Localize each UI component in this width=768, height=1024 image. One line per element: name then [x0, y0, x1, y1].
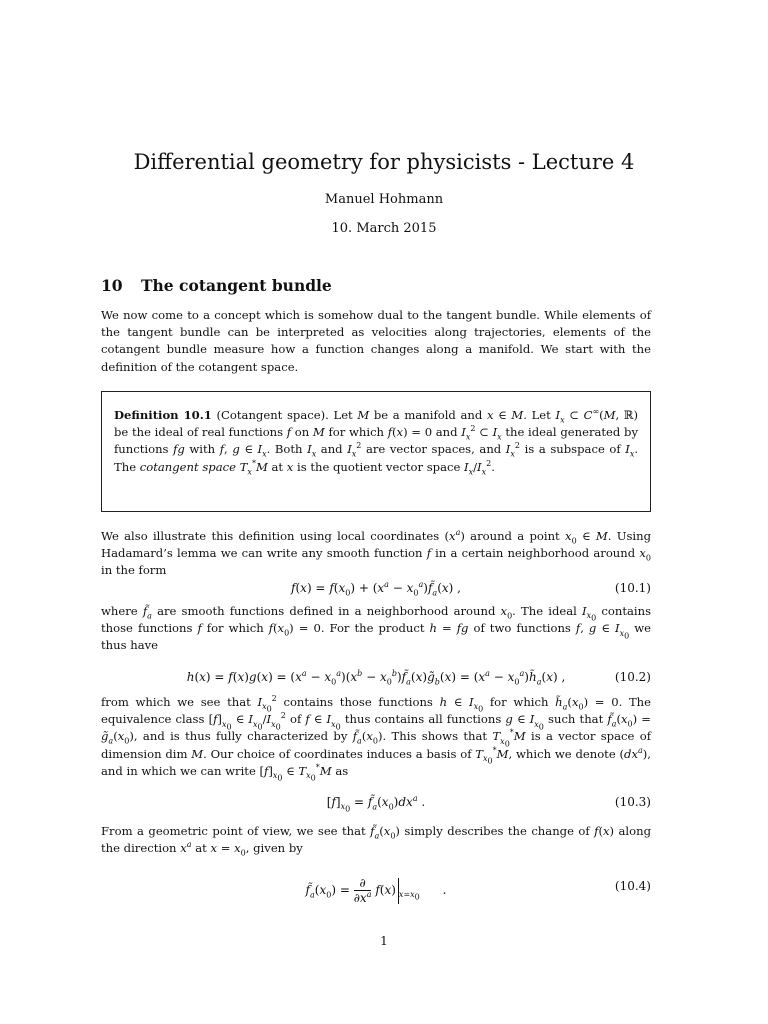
intro-paragraph: We now come to a concept which is somehow dual to the tangent bundle. While elements of the tangent bundle can be interpreted as velocities along trajectories, elements of the cotangent bundle measure how a function changes along a manifold. We start with the definition of the cotangent space. — [101, 308, 651, 374]
geometric-paragraph: From a geometric point of view, we see that $f̃_a(x_0)$ simply describes the change of f(x) along the direction $x^a$ at $x = x_0$, given by — [101, 824, 651, 858]
equation-10-1: $f(x) = f(x_0) + (x^a$ − $x_0^a)f̃_a(x)$ , (10.1) — [291, 580, 651, 598]
definition-name: (Cotangent space). — [216, 408, 329, 422]
section-heading — [101, 276, 332, 295]
coordinates-paragraph: We also illustrate this definition using local coordinates $(x^a)$ around a point $x_0$ ∈ M. Using Hadamard’s lemma we can write any smooth function f in a certain neighborhood around $x_0$ in the form — [101, 528, 652, 578]
author-name: Manuel Hohmann — [324, 192, 444, 207]
equivalence-paragraph: from which we see that $I_{x_0}^2$ contains those functions h ∈ $I_{x_0}$ for which $h̃_a(x_0) = 0$. The equivalence class $[f]_{x_0}$ ∈ $I_{x_0}/I_{x_0}^2$ of f ∈ $I_{x_0}$ thus contains all functions g ∈ $I_{x_0}$ such that $f̃_a(x_0)$ = $g̃_a(x_0)$, and is thus fully characterized by $f̃_a(x_0)$. This shows that $T_{x_0}^*M$ is a vector space of dimension dim M. Our choice of coordinates induces a basis of $T_{x_0}^*M$, which we denote $(dx^a)$, and in which we can write $[f]_{x_0}$ ∈ $T_{x_0}^*M$ as — [101, 694, 652, 783]
equation-10-3: $[f]_{x_0}$ = $f̃_a(x_0)dx^a$ . (10.3) — [326, 794, 651, 814]
definition-term: cotangent space — [139, 459, 236, 474]
equation-number: (10.2) — [614, 670, 651, 684]
equation-number: (10.1) — [614, 581, 651, 595]
equation-number: (10.4) — [614, 879, 651, 893]
equation-10-4: $f̃_a(x_0)$ = ∂ $\partial x^a$ f(x) $_{x=x_0}$ . (10.4) — [305, 876, 651, 905]
section-number: 10 — [101, 276, 123, 295]
ideal-paragraph: where $f̃_a$ are smooth functions defined in a neighborhood around $x_0$. The ideal $I_{x_0}$ contains those functions f for which $f(x_0) = 0$. For the product h = fg of two functions f, g ∈ $I_{x_0}$ we thus have — [101, 604, 652, 653]
document-title: Differential geometry for physicists - Lecture 4 — [133, 150, 635, 174]
section-title: The cotangent bundle — [141, 276, 332, 295]
equation-10-2: $h(x) = f(x)g(x) = (x^a - x_0^a)(x^b$ − $x_0^b)f̃_a(x)g̃_b(x) = (x^a$ − $x_0^a)h̃_a(x)$ , (10.2) — [186, 669, 651, 687]
definition-text: Definition 10.1 (Cotangent space). Let M be a manifold and x ∈ M. Let $I_x$ ⊂ C∞(M, ℝ) be the ideal of real functions f on M for which f(x) = 0 and $I_x^2$ ⊂ $I_x$ the ideal generated by functions fg with f, g ∈ $I_x$. Both $I_x$ and $I_x^2$ are vector spaces, and $I_x^2$ is a subspace of $I_x$. The cotangent space $T_x^*M$ at x is the quotient vector space $I_x/I_x^2$. — [114, 407, 639, 476]
definition-label: Definition 10.1 — [114, 408, 212, 422]
equation-number: (10.3) — [614, 795, 651, 809]
definition-box — [101, 391, 651, 512]
lecture-date: 10. March 2015 — [331, 221, 437, 236]
page-number: 1 — [380, 934, 388, 948]
